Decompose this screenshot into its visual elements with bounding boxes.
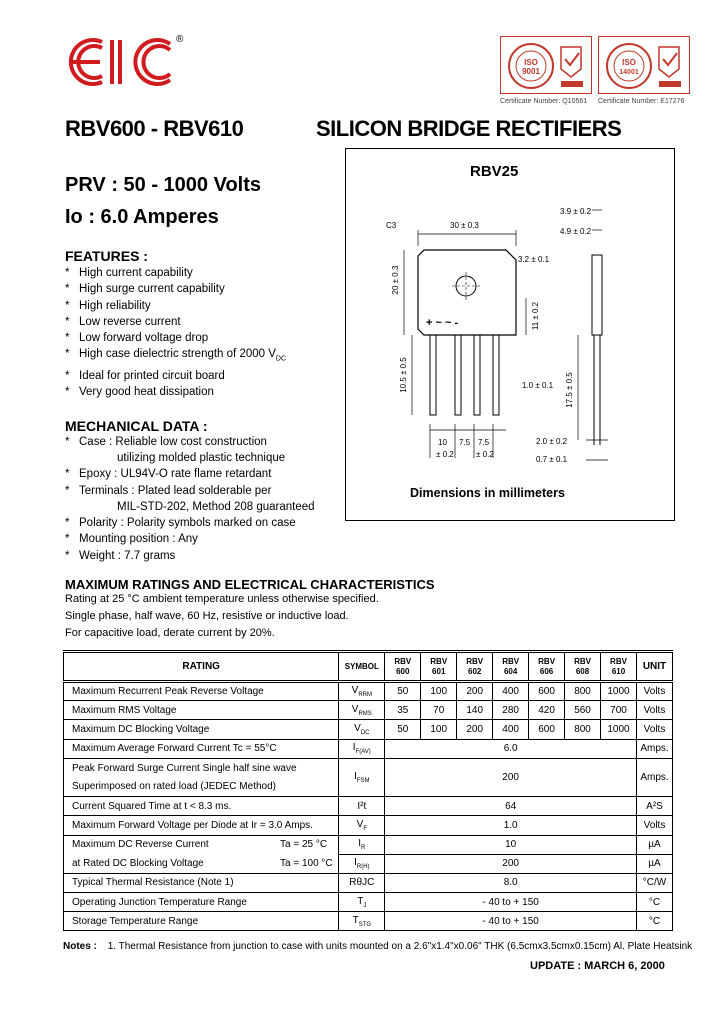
table-row: Maximum DC Reverse Current Ta = 25 °C $I_R$ 10 µA — [64, 835, 673, 854]
svg-text:ISO: ISO — [524, 58, 538, 67]
header-part: RBV 604 — [493, 652, 529, 682]
header-part: RBV 606 — [529, 652, 565, 682]
label-side-h: 17.5 ± 0.5 — [565, 372, 574, 408]
header-part: RBV 608 — [565, 652, 601, 682]
package-drawing — [346, 190, 674, 480]
prv-spec: PRV : 50 - 1000 Volts — [65, 174, 262, 196]
condition-1: Rating at 25 °C ambient temperature unless otherwise specified. — [65, 593, 379, 605]
cert1-number: Certificate Number: Q10561 — [500, 98, 588, 105]
label-pitch-c: 7.5 — [478, 438, 490, 447]
feature-item: * High case dielectric strength of 2000 $V_{DC}$ — [65, 348, 287, 363]
cert2-number: Certificate Number: E17276 — [598, 98, 685, 105]
note-1: 1. Thermal Resistance from junction to case with units mounted on a 2.6"x1.4"x0.06" THK (6.5cmx3.5cmx0.15cm) Al. Plate Heatsink — [107, 941, 693, 952]
page-title: SILICON BRIDGE RECTIFIERS — [316, 116, 622, 141]
io-spec: Io : 6.0 Amperes — [65, 206, 219, 228]
table-row: Maximum DC Blocking Voltage $V_{DC}$ 50 100 200 400 600 800 1000 Volts — [64, 720, 673, 739]
label-polarity: + ~ ~ - — [426, 317, 459, 329]
label-lead-w: 1.0 ± 0.1 — [522, 381, 554, 390]
label-hole: 3.2 ± 0.1 — [518, 255, 550, 264]
diagram-caption: Dimensions in millimeters — [410, 486, 565, 500]
iso14001-badge — [598, 36, 690, 94]
notes — [63, 941, 692, 952]
update-date: UPDATE : MARCH 6, 2000 — [530, 960, 665, 972]
table-row: Operating Junction Temperature Range $T_J$ - 40 to + 150 °C — [64, 893, 673, 912]
label-c3: C3 — [386, 221, 397, 230]
label-lead: 10.5 ± 0.5 — [399, 357, 408, 393]
header-unit: UNIT — [636, 652, 672, 682]
header-symbol: SYMBOL — [339, 652, 385, 682]
label-d2: 4.9 ± 0.2 — [560, 227, 592, 236]
condition-3: For capacitive load, derate current by 20%. — [65, 627, 275, 639]
table-row: Maximum RMS Voltage $V_{RMS}$ 35 70 140 280 420 560 700 Volts — [64, 701, 673, 720]
mech-weight: * Weight : 7.7 grams — [65, 549, 176, 562]
label-pitch-b: 7.5 — [459, 438, 471, 447]
label-body: 11 ± 0.2 — [531, 301, 540, 331]
feature-item: * Very good heat dissipation — [65, 386, 214, 399]
header-part: RBV 610 — [601, 652, 637, 682]
header-part: RBV 601 — [421, 652, 457, 682]
mech-epoxy: * Epoxy : UL94V-O rate flame retardant — [65, 468, 272, 481]
header-part: RBV 600 — [385, 652, 421, 682]
notes-label: Notes : — [63, 941, 97, 952]
feature-item: * High reliability — [65, 299, 151, 312]
table-row: Peak Forward Surge Current Single half sine wave $I_{FSM}$ 200 Amps. — [64, 758, 673, 777]
table-row: Superimposed on rated load (JEDEC Method) — [64, 777, 673, 796]
svg-text:ISO: ISO — [622, 58, 636, 67]
header-rating: RATING — [64, 652, 339, 682]
package-title: RBV25 — [470, 163, 519, 180]
feature-item: * Low reverse current — [65, 315, 181, 328]
table-row: Maximum Recurrent Peak Reverse Voltage $V_{RRM}$ 50 100 200 400 600 800 1000 Volts — [64, 682, 673, 701]
label-pitch-a: 10 — [438, 438, 447, 447]
mech-case: * Case : Reliable low cost construction — [65, 435, 267, 448]
mech-case-cont: utilizing molded plastic technique — [117, 451, 286, 464]
header-part: RBV 602 — [457, 652, 493, 682]
label-tol-b: ± 0.2 — [476, 450, 494, 459]
mech-terminals: * Terminals : Plated lead solderable per — [65, 484, 272, 497]
features-section — [65, 248, 315, 564]
registered-mark: ® — [176, 34, 184, 45]
table-row: at Rated DC Blocking Voltage Ta = 100 °C $I_{R(H)}$ 200 µA — [64, 854, 673, 873]
condition-2: Single phase, half wave, 60 Hz, resistive or inductive load. — [65, 610, 349, 622]
label-height: 20 ± 0.3 — [391, 265, 400, 295]
features-heading: FEATURES : — [65, 248, 148, 264]
eic-logo — [62, 34, 192, 90]
table-header-row — [64, 652, 673, 682]
part-number-title: RBV600 - RBV610 — [65, 116, 244, 141]
table-row: Current Squared Time at t < 8.3 ms. I²t 64 A²S — [64, 797, 673, 816]
feature-item: * High surge current capability — [65, 283, 225, 296]
feature-item: * Ideal for printed circuit board — [65, 370, 225, 383]
feature-item: * Low forward voltage drop — [65, 332, 209, 345]
mechanical-heading: MECHANICAL DATA : — [65, 417, 208, 434]
table-row: Typical Thermal Resistance (Note 1) RθJC 8.0 °C/W — [64, 873, 673, 892]
mech-terminals-cont: MIL-STD-202, Method 208 guaranteed — [117, 500, 315, 513]
label-d1: 3.9 ± 0.2 — [560, 207, 592, 216]
table-row: Maximum Average Forward Current Tc = 55°C $I_{F(AV)}$ 6.0 Amps. — [64, 739, 673, 758]
table-row: Maximum Forward Voltage per Diode at Ir = 3.0 Amps. $V_F$ 1.0 Volts — [64, 816, 673, 835]
label-width: 30 ± 0.3 — [450, 221, 479, 230]
label-thick: 2.0 ± 0.2 — [536, 437, 568, 446]
table-row: Storage Temperature Range $T_{STG}$ - 40 to + 150 °C — [64, 912, 673, 931]
iso9001-badge — [500, 36, 592, 94]
feature-item: * High current capability — [65, 267, 193, 279]
label-tol-a: ± 0.2 — [436, 450, 454, 459]
svg-text:14001: 14001 — [619, 69, 639, 76]
mech-polarity: * Polarity : Polarity symbols marked on case — [65, 517, 296, 530]
ratings-heading: MAXIMUM RATINGS AND ELECTRICAL CHARACTERISTICS — [65, 577, 435, 592]
label-pin: 0.7 ± 0.1 — [536, 455, 568, 464]
mech-mounting: * Mounting position : Any — [65, 533, 198, 546]
svg-text:9001: 9001 — [522, 67, 540, 76]
ratings-table — [63, 650, 673, 931]
